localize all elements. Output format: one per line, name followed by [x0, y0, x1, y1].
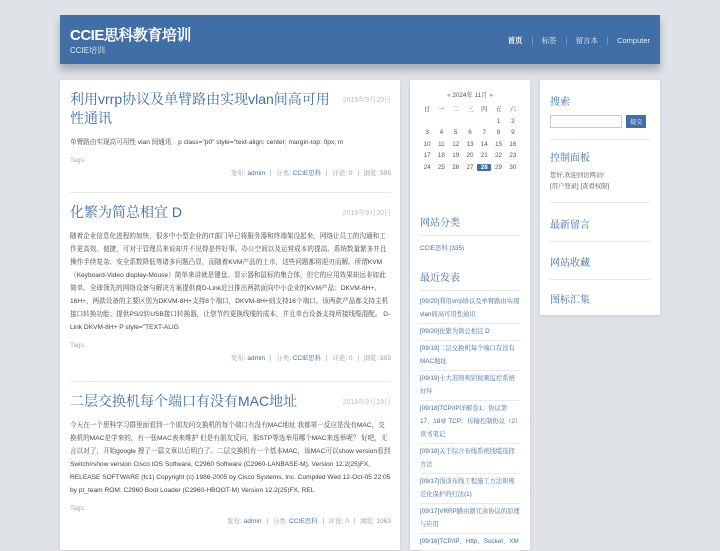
widget-divider — [550, 139, 650, 140]
nav-guestbook[interactable]: 留言本 — [575, 36, 599, 45]
search-submit-button[interactable]: 提交 — [626, 115, 646, 128]
post-list — [60, 80, 400, 550]
post-title[interactable]: 二层交换机每个端口有没有MAC地址 — [70, 393, 298, 409]
nav-separator — [566, 37, 567, 45]
nav-separator — [532, 37, 533, 45]
meta-label: 发布: — [230, 355, 246, 362]
calendar-weekday: 二 — [452, 106, 459, 113]
post-item — [70, 203, 391, 362]
calendar-day: 17 — [423, 152, 431, 160]
nav-home[interactable]: 首页 — [507, 36, 523, 45]
meta-label: 发布: — [230, 170, 246, 177]
meta-label: 分类: — [276, 170, 291, 177]
calendar-day: 29 — [495, 163, 503, 171]
meta-label: 浏览: — [359, 518, 375, 525]
search-widget — [550, 93, 650, 140]
post-tags: Tags: — [70, 342, 86, 349]
search-row — [550, 115, 650, 128]
calendar-day: 3 — [425, 129, 429, 137]
post-item — [70, 90, 391, 177]
post-meta — [70, 353, 391, 362]
calendar-day: 18 — [437, 152, 445, 160]
meta-label: 分类: — [272, 518, 288, 525]
post-divider — [70, 192, 391, 193]
calendar-empty-cell — [449, 118, 463, 125]
meta-label: 评论: — [332, 170, 348, 177]
post-comments-count: 0 — [345, 518, 349, 525]
calendar-grid — [420, 104, 520, 171]
calendar-day: 8 — [496, 129, 501, 137]
calendar-day: 19 — [452, 152, 460, 160]
control-panel-text — [550, 170, 650, 192]
site-subtitle: CCIE培训 — [70, 46, 106, 55]
meta-label: 浏览: — [363, 355, 379, 362]
post-date: 2019年9月20日 — [342, 210, 391, 217]
post-date: 2019年9月20日 — [342, 97, 391, 104]
recent-post-link[interactable]: [09/18]TCP/IP详解卷1：协议第17、18章 TCP：传输控制协议（2）读书笔记 — [420, 401, 520, 444]
post-author[interactable]: admin — [247, 170, 266, 177]
recent-posts-widget — [420, 269, 520, 551]
post-title[interactable]: 化繁为简总相宜 D — [70, 204, 182, 220]
widget-title: 控制面板 — [550, 153, 590, 164]
calendar-next-link[interactable]: » — [489, 92, 493, 99]
post-author[interactable]: admin — [247, 355, 266, 362]
widget-title: 图标汇集 — [550, 295, 590, 306]
calendar-day: 2 — [511, 117, 515, 125]
post-category[interactable]: CCIE思科 — [292, 355, 322, 362]
widget-title: 网站收藏 — [550, 258, 590, 269]
post-comments-count: 0 — [348, 170, 353, 177]
calendar-day: 7 — [482, 129, 487, 137]
post-author[interactable]: admin — [243, 518, 262, 525]
nav-separator — [607, 37, 608, 45]
welcome-text: 您好,欢迎到访网站! — [550, 172, 604, 179]
main-nav — [508, 35, 650, 46]
nav-tags[interactable]: 标签 — [541, 36, 557, 45]
widget-title: 搜索 — [550, 97, 570, 108]
meta-label: 发布: — [227, 518, 242, 525]
calendar-weekday: 三 — [466, 106, 474, 113]
calendar-weekday: 四 — [481, 106, 488, 113]
calendar-empty-cell — [434, 118, 448, 125]
post-divider — [70, 381, 391, 382]
calendar-day: 23 — [509, 152, 517, 160]
calendar-day: 25 — [437, 163, 445, 171]
post-category[interactable]: CCIE思科 — [289, 518, 318, 525]
widget-divider — [420, 290, 520, 291]
calendar-empty-cell — [477, 118, 491, 125]
calendar-weekday: 六 — [509, 106, 516, 113]
calendar-month: 2024年 11月 — [452, 92, 488, 99]
widget-divider — [550, 202, 650, 203]
recent-posts-list — [420, 294, 520, 551]
calendar-day: 20 — [466, 152, 474, 160]
meta-label: 分类: — [276, 355, 291, 362]
icons-gallery-widget — [550, 291, 650, 306]
recent-post-link[interactable]: [09/18]关于综合布线系统线缆选择方法 — [420, 444, 520, 474]
middle-sidebar — [410, 80, 530, 550]
calendar-day: 1 — [496, 117, 501, 125]
post-views-count: 1063 — [376, 518, 391, 525]
widget-divider — [550, 279, 650, 280]
post-excerpt: 单臂路由实现高可用性 vlan 间通讯 p class="p0" style="text-align: center; margin-top: 0px; m — [70, 139, 344, 146]
widget-divider — [550, 241, 650, 242]
right-sidebar — [540, 80, 660, 315]
calendar-day: 4 — [439, 129, 444, 137]
calendar-weekday: 日 — [423, 106, 431, 113]
post-tags: Tags: — [70, 505, 86, 512]
widget-divider — [420, 235, 520, 236]
post-category[interactable]: CCIE思科 — [292, 170, 322, 177]
post-views-count: 595 — [380, 170, 391, 177]
calendar-day: 6 — [468, 129, 472, 137]
calendar-day: 5 — [453, 129, 458, 137]
post-date: 2019年9月19日 — [342, 399, 391, 406]
calendar-day: 27 — [466, 163, 474, 171]
meta-label: 评论: — [328, 518, 344, 525]
calendar-day: 13 — [466, 140, 474, 148]
recent-post-link[interactable]: [09/19]十大准则判别视频监控系统好坏 — [420, 371, 520, 401]
widget-title: 最近发表 — [420, 273, 460, 284]
calendar-day: 14 — [480, 140, 488, 148]
calendar-prev-link[interactable]: « — [447, 92, 451, 99]
permissions-link[interactable]: [查看权限] — [580, 183, 610, 190]
calendar-day: 10 — [423, 140, 431, 148]
post-comments-count: 0 — [348, 355, 353, 362]
calendar-empty-cell — [420, 118, 434, 125]
post-excerpt: 今天在一个思科学习群里面看到一个朋友问交换机的每个端口有没有MAC地址 我都第一反应是没有MAC，交换机的MAC是学来的，有一张MAC表来维护 但是有朋友反问，那STP等选举用哪个MAC来选举呢？ 好吧，无言以对了，开始google 搜了一篇文章以后明白了。二层交换机有一个基本MAC，该MAC可以show version看到 Switch#show version Cisco IOS Software, C2960 Software (C2960-LANBASE-M), Version 12.2(25)FX, RELEASE SOFTWARE (fc1) Copyright (c) 1986-2005 by Cisco Systems, Inc. Compiled Wed 12-Oct-05 22:05 by pt_team ROM: C2960 Boot Loader (C2960-HBOOT-M) Version 12.2(25)FX, REL — [70, 422, 391, 494]
calendar-weekday: 一 — [438, 106, 445, 113]
calendar-day[interactable]: 28 — [477, 164, 491, 171]
post-excerpt: 随着企业信息化进程的加快，很多中小型企业的IT部门早已将服务器和终端架设起来，网络让员工的沟通和工作更高效、便捷，可对于管理员来说却并不见得是件好事。办公空间以及运营成本的提高、系统数量繁多并且操作手续复杂、安全系数降低等诸多问题凸显，而随着KVM产品的上市，这些问题都将迎刃而解。所谓KVM（Keyboard-Video display-Mouse）简单来讲就是键盘、显示器和鼠标的集合体，但它的应用效果却远非如此简单。全球领先的网络设备与解决方案提供商D-Link近日推出两款面向中小企业的KVM产品：DKVM-8H+、16H+，两款设备的主要区别为DKVM-8H+支持8个端口，DKVM-8H+则支持16个端口。该两款产品都支持主机接口转换功能；提供PS/2转USB接口转换器，让您节约更换线缆的成本，并且单台设备支持所接线缆混配。 D-Link DKVM-8H+ P style="TEXT-ALIG — [70, 233, 391, 331]
calendar-caption — [420, 90, 520, 99]
post-meta — [70, 516, 391, 525]
post-tags: Tags: — [70, 157, 86, 164]
post-meta — [70, 168, 391, 177]
calendar-empty-cell — [463, 118, 477, 125]
calendar-weekday: 五 — [495, 106, 502, 113]
meta-label: 浏览: — [363, 170, 379, 177]
site-title[interactable]: CCIE思科教育培训 — [70, 27, 191, 44]
recent-post-link[interactable]: [09/20]利用vrrp协议及单臂路由实现vlan间高可用性通讯 — [420, 294, 520, 324]
post-title[interactable]: 利用vrrp协议及单臂路由实现vlan间高可用性通讯 — [70, 91, 330, 126]
calendar-day: 15 — [495, 140, 503, 148]
calendar-day: 12 — [452, 140, 460, 148]
favorites-widget — [550, 254, 650, 280]
recent-post-link[interactable]: [09/19]二层交换机每个端口有没有MAC地址 — [420, 341, 520, 371]
category-widget — [420, 214, 520, 252]
calendar-day: 30 — [509, 163, 517, 171]
widget-title: 网站分类 — [420, 218, 460, 229]
widget-title: 最新留言 — [550, 220, 590, 231]
recent-post-link[interactable]: [09/16]TCP/IP、Http、Socket、XM — [420, 534, 520, 551]
nav-computer[interactable]: Computer — [617, 36, 650, 45]
recent-post-link[interactable]: [09/17]浅谈布线工程施工方法和规范化保护的打法(1) — [420, 474, 520, 504]
calendar-day: 22 — [495, 152, 503, 160]
latest-comments-widget — [550, 216, 650, 242]
login-link[interactable]: [用户登录] — [550, 183, 579, 190]
post-item — [70, 392, 391, 525]
recent-post-link[interactable]: [09/20]化繁为简总相宜 D — [420, 324, 520, 341]
calendar-day: 24 — [423, 163, 431, 171]
calendar-day: 21 — [480, 152, 488, 160]
recent-post-link[interactable]: [09/17]VRRP路由器冗余协议的原理与应用 — [420, 504, 520, 534]
meta-label: 评论: — [332, 355, 348, 362]
calendar-widget — [420, 90, 520, 171]
calendar-day: 16 — [509, 140, 517, 148]
category-link[interactable]: CCIE思科 (335) — [420, 245, 465, 252]
search-input[interactable] — [550, 115, 622, 128]
calendar-day: 26 — [452, 163, 460, 171]
control-panel-widget — [550, 149, 650, 203]
calendar-day: 9 — [511, 129, 515, 137]
site-header — [60, 15, 660, 64]
calendar-day: 11 — [438, 140, 445, 148]
post-views-count: 503 — [380, 355, 391, 362]
